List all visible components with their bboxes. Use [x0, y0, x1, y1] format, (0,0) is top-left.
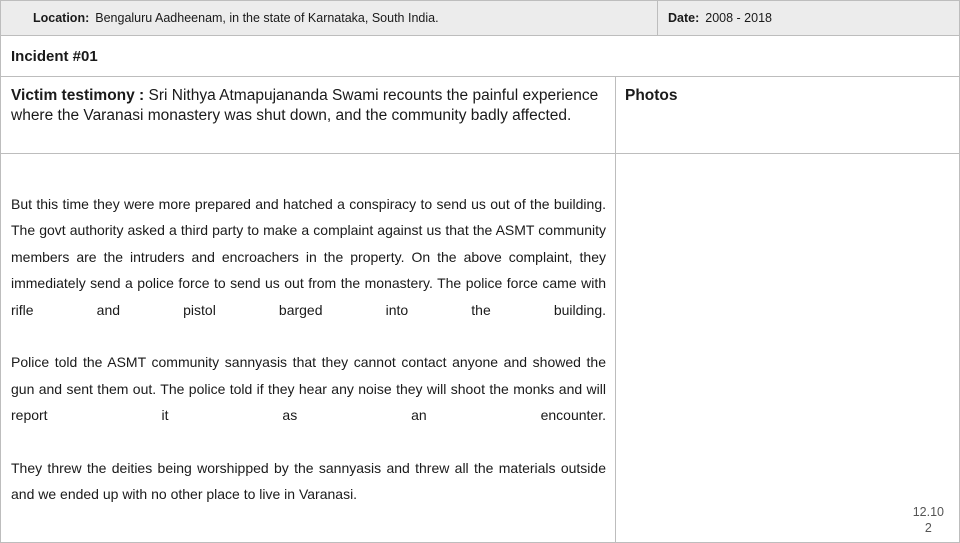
photos-heading: Photos — [615, 76, 960, 154]
location-value: Bengaluru Aadheenam, in the state of Karnataka, South India. — [95, 11, 439, 25]
testimony-text: Sri Nithya Atmapujananda Swami recounts the painful experience where the Varanasi monastery was shut down, and the community badly affected. — [11, 87, 599, 124]
page-number-line-1: 12.10 — [912, 505, 944, 519]
incident-title: Incident #01 — [0, 35, 960, 77]
testimony-label: Victim testimony : — [11, 87, 145, 104]
date-cell — [657, 0, 960, 36]
date-label: Date: — [668, 11, 700, 25]
body-paragraph-3: They threw the deities being worshipped by the sannyasis and threw all the materials outside and we ended up with no other place to live in Varanasi. — [11, 460, 606, 503]
testimony-cell — [0, 76, 616, 154]
page-number — [913, 504, 944, 536]
location-cell — [0, 0, 658, 36]
body-paragraph-1: But this time they were more prepared and hatched a conspiracy to send us out of the building. The govt authority asked a third party to make a complaint against us that the ASMT community members are the intruders and encroachers in the property. On the above complaint, they immediately send a police force to send us out from the monastery. The police force came with rifle and pistol barged into the building. — [11, 196, 606, 318]
testimony-body — [0, 153, 616, 543]
location-label: Location: — [33, 11, 90, 25]
photos-area — [615, 153, 960, 543]
body-paragraph-2: Police told the ASMT community sannyasis that they cannot contact anyone and showed the gun and sent them out. The police told if they hear any noise they will shoot the monks and will report it as an encounter. — [11, 354, 606, 424]
page-number-line-2: 2 — [924, 521, 932, 535]
date-value: 2008 - 2018 — [705, 11, 772, 25]
